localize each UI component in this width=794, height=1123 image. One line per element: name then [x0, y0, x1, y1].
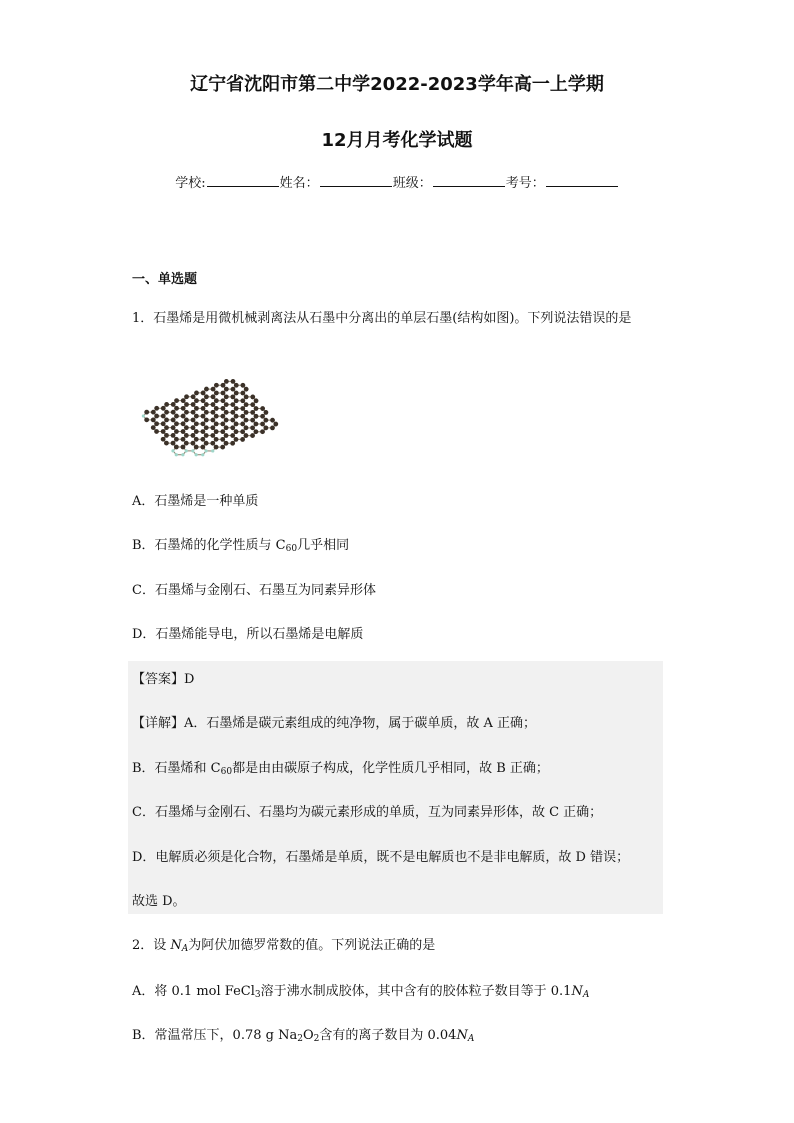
carbon-atom [240, 429, 245, 434]
carbon-atom [240, 406, 245, 411]
carbon-atom [201, 406, 206, 411]
carbon-atom [250, 395, 255, 400]
carbon-atom [154, 414, 159, 419]
carbon-atom [230, 410, 235, 415]
carbon-atom [191, 410, 196, 415]
carbon-atom [250, 433, 255, 438]
number-label: 考号： [505, 176, 545, 191]
carbon-atom [154, 406, 159, 411]
q2-option-b-text: B．常温常压下，0.78 g Na [132, 1028, 298, 1043]
carbon-atom [230, 402, 235, 407]
carbon-atom [184, 394, 189, 399]
q1-option-c: C．石墨烯与金刚石、石墨互为同素异形体 [132, 583, 376, 598]
carbon-atom [234, 437, 239, 442]
carbon-atom [220, 429, 225, 434]
section-title: 一、单选题 [132, 272, 198, 287]
carbon-atom [224, 425, 229, 430]
q1-detail-2-text-end: 都是由由碳原子构成，化学性质几乎相同，故 B 正确； [232, 761, 549, 776]
q2-option-a-var-sub: A [582, 990, 590, 1000]
carbon-atom [260, 406, 265, 411]
carbon-atom [273, 422, 278, 427]
carbon-atom [191, 394, 196, 399]
carbon-atom [211, 387, 216, 392]
q2-stem-text-end: 为阿伏加德罗常数的值。下列说法正确的是 [188, 938, 436, 953]
carbon-atom [161, 421, 166, 426]
carbon-atom [174, 421, 179, 426]
carbon-atom [184, 433, 189, 438]
carbon-atom [240, 422, 245, 427]
carbon-atom [154, 421, 159, 426]
carbon-atom [194, 398, 199, 403]
carbon-atom [184, 410, 189, 415]
carbon-atom [221, 391, 226, 396]
carbon-atom [194, 421, 199, 426]
hydrogen-atom [142, 414, 145, 417]
q1-option-b-text-end: 几乎相同 [297, 538, 350, 553]
q2-option-a [132, 980, 589, 1000]
carbon-atom [191, 441, 196, 446]
q1-detail-3: C．石墨烯与金刚石、石墨均为碳元素形成的单质，互为同素异形体，故 C 正确； [132, 805, 603, 820]
carbon-atom [201, 414, 206, 419]
carbon-atom [260, 414, 265, 419]
title-line-1: 辽宁省沈阳市第二中学2022-2023学年高一上学期 [190, 74, 604, 95]
carbon-atom [240, 414, 245, 419]
carbon-atom [164, 410, 169, 415]
hydrogen-atom [171, 449, 174, 452]
carbon-atom [201, 421, 206, 426]
carbon-atom [231, 394, 236, 399]
carbon-atom [230, 441, 235, 446]
carbon-atom [214, 391, 219, 396]
carbon-atom [244, 387, 249, 392]
carbon-atom [240, 437, 245, 442]
q1-option-b-subscript: 60 [285, 544, 298, 554]
carbon-atom [240, 398, 245, 403]
carbon-atom [204, 402, 209, 407]
carbon-atom [244, 425, 249, 430]
carbon-atom [214, 437, 219, 442]
carbon-atom [171, 441, 176, 446]
q2-option-b-var: N [456, 1028, 468, 1043]
carbon-atom [194, 391, 199, 396]
q1-detail-2-subscript: 60 [220, 767, 233, 777]
carbon-atom [224, 433, 229, 438]
class-label: 班级： [392, 176, 432, 191]
carbon-atom [204, 387, 209, 392]
carbon-atom [164, 433, 169, 438]
carbon-atom [211, 418, 216, 423]
carbon-atom [164, 418, 169, 423]
carbon-atom [171, 418, 176, 423]
carbon-atom [161, 406, 166, 411]
carbon-atom [254, 414, 259, 419]
carbon-atom [224, 418, 229, 423]
hydrogen-atom [175, 453, 178, 456]
hydrogen-atom [191, 449, 194, 452]
school-label: 学校: [175, 176, 206, 191]
carbon-atom [194, 414, 199, 419]
carbon-atom [220, 437, 225, 442]
carbon-atom [184, 402, 189, 407]
name-blank[interactable] [320, 173, 392, 187]
carbon-atom [171, 433, 176, 438]
carbon-atom [191, 433, 196, 438]
q1-option-d: D．石墨烯能导电，所以石墨烯是电解质 [132, 627, 364, 642]
carbon-atom [184, 425, 189, 430]
carbon-atom [181, 414, 186, 419]
carbon-atom [201, 398, 206, 403]
q1-detail-2-text: B．石墨烯和 C [132, 761, 221, 776]
carbon-atom [220, 422, 225, 427]
carbon-atom [181, 429, 186, 434]
school-blank[interactable] [207, 173, 279, 187]
carbon-atom [230, 418, 235, 423]
carbon-atom [181, 398, 186, 403]
q1-option-b [132, 534, 349, 554]
q2-option-b [132, 1024, 474, 1044]
class-blank[interactable] [433, 173, 505, 187]
carbon-atom [214, 406, 219, 411]
carbon-atom [234, 391, 239, 396]
carbon-atom [164, 402, 169, 407]
q1-detail-1: 【详解】A．石墨烯是碳元素组成的纯净物，属于碳单质，故 A 正确； [132, 716, 537, 731]
q2-option-a-var: N [571, 984, 583, 999]
carbon-atom [204, 410, 209, 415]
carbon-atom [174, 429, 179, 434]
carbon-atom [234, 406, 239, 411]
q2-option-b-subscript-2: 2 [313, 1034, 320, 1044]
carbon-atom [250, 410, 255, 415]
carbon-atom [184, 441, 189, 446]
carbon-atom [214, 429, 219, 434]
carbon-atom [211, 410, 216, 415]
q1-option-a: A．石墨烯是一种单质 [132, 494, 259, 509]
carbon-atom [231, 379, 236, 384]
carbon-atom [194, 429, 199, 434]
carbon-atom [263, 418, 268, 423]
carbon-atom [234, 383, 239, 388]
carbon-atom [234, 422, 239, 427]
q1-answer: 【答案】D [132, 672, 195, 687]
q2-option-b-subscript-1: 2 [297, 1034, 303, 1044]
q2-option-a-text: A．将 0.1 mol FeCl [132, 984, 255, 999]
q1-detail-5: 故选 D。 [132, 894, 186, 909]
carbon-atom [174, 406, 179, 411]
carbon-atom [224, 441, 229, 446]
q2-option-b-text-mid: 含有的离子数目为 0.04 [319, 1028, 457, 1043]
carbon-atom [194, 437, 199, 442]
carbon-atom [224, 379, 229, 384]
q2-option-b-var-sub: A [467, 1034, 475, 1044]
carbon-atom [174, 414, 179, 419]
carbon-atom [240, 383, 245, 388]
carbon-atom [204, 394, 209, 399]
carbon-atom [254, 398, 259, 403]
carbon-atom [204, 418, 209, 423]
carbon-atom [221, 398, 226, 403]
carbon-atom [234, 429, 239, 434]
name-label: 姓名： [279, 176, 319, 191]
carbon-atom [244, 402, 249, 407]
q1-option-b-text: B．石墨烯的化学性质与 C [132, 538, 286, 553]
carbon-atom [270, 425, 275, 430]
hydrogen-atom [211, 449, 214, 452]
carbon-atom [214, 445, 219, 450]
q2-option-b-text-o: O [302, 1028, 314, 1043]
carbon-atom [171, 425, 176, 430]
q2-option-a-subscript: 3 [254, 990, 261, 1000]
carbon-atom [191, 425, 196, 430]
carbon-atom [210, 441, 215, 446]
carbon-atom [184, 418, 189, 423]
carbon-atom [171, 410, 176, 415]
carbon-atom [253, 429, 258, 434]
student-info-row [0, 172, 794, 191]
carbon-atom [224, 387, 229, 392]
carbon-atom [161, 414, 166, 419]
carbon-atom [244, 410, 249, 415]
carbon-atom [263, 425, 268, 430]
q2-stem-var-sub: A [181, 944, 189, 954]
carbon-atom [270, 418, 275, 423]
carbon-atom [181, 437, 186, 442]
q1-stem: 1．石墨烯是用微机械剥离法从石墨中分离出的单层石墨(结构如图)。下列说法错误的是 [132, 311, 632, 326]
carbon-atom [164, 425, 169, 430]
carbon-atom [171, 402, 176, 407]
carbon-atom [181, 445, 186, 450]
carbon-atom [210, 433, 215, 438]
carbon-atom [214, 414, 219, 419]
hydrogen-atom [201, 453, 204, 456]
carbon-atom [194, 445, 199, 450]
carbon-atom [250, 418, 255, 423]
carbon-atom [244, 395, 249, 400]
carbon-atom [144, 410, 149, 415]
hydrogen-atom [195, 453, 198, 456]
carbon-atom [144, 417, 149, 422]
q2-stem [132, 934, 435, 954]
carbon-atom [220, 445, 225, 450]
answer-box [128, 661, 663, 914]
carbon-atom [151, 417, 156, 422]
carbon-atom [214, 383, 219, 388]
carbon-atom [161, 437, 166, 442]
carbon-atom [244, 433, 249, 438]
carbon-atom [191, 418, 196, 423]
carbon-atom [154, 429, 159, 434]
carbon-atom [201, 429, 206, 434]
q1-detail-4: D．电解质必须是化合物，石墨烯是单质，既不是电解质也不是非电解质，故 D 错误； [132, 850, 630, 865]
graphene-structure-figure [132, 346, 292, 461]
carbon-atom [164, 441, 169, 446]
carbon-atom [254, 422, 259, 427]
carbon-atom [221, 406, 226, 411]
hydrogen-atom [205, 449, 208, 452]
q2-stem-text: 2．设 [132, 938, 171, 953]
carbon-atom [250, 425, 255, 430]
carbon-atom [260, 422, 265, 427]
carbon-atom [244, 418, 249, 423]
carbon-atom [260, 429, 265, 434]
carbon-atom [224, 402, 229, 407]
carbon-atom [221, 383, 226, 388]
carbon-atom [230, 425, 235, 430]
carbon-atom [201, 391, 206, 396]
carbon-atom [224, 410, 229, 415]
carbon-atom [224, 394, 229, 399]
carbon-atom [240, 391, 245, 396]
carbon-atom [210, 425, 215, 430]
carbon-atom [230, 433, 235, 438]
carbon-atom [200, 437, 205, 442]
q2-option-a-text-mid: 溶于沸水制成胶体，其中含有的胶体粒子数目等于 0.1 [260, 984, 572, 999]
number-blank[interactable] [546, 173, 618, 187]
carbon-atom [211, 394, 216, 399]
carbon-atom [151, 410, 156, 415]
carbon-atom [191, 402, 196, 407]
carbon-atom [174, 398, 179, 403]
carbon-atom [234, 398, 239, 403]
carbon-atom [211, 402, 216, 407]
carbon-atom [181, 406, 186, 411]
title-line-2: 12月月考化学试题 [321, 130, 473, 151]
carbon-atom [204, 425, 209, 430]
q1-detail-2 [132, 757, 549, 777]
carbon-atom [264, 410, 269, 415]
q2-stem-var: N [170, 938, 182, 953]
carbon-atom [231, 387, 236, 392]
carbon-atom [181, 421, 186, 426]
carbon-atom [174, 445, 179, 450]
carbon-atom [174, 437, 179, 442]
carbon-atom [204, 433, 209, 438]
carbon-atom [234, 414, 239, 419]
carbon-atom [151, 425, 156, 430]
carbon-atom [200, 445, 205, 450]
carbon-atom [250, 402, 255, 407]
carbon-atom [214, 421, 219, 426]
hydrogen-atom [181, 453, 184, 456]
carbon-atom [161, 429, 166, 434]
carbon-atom [254, 406, 259, 411]
carbon-atom [194, 406, 199, 411]
carbon-atom [214, 398, 219, 403]
carbon-atom [220, 414, 225, 419]
carbon-atom [204, 441, 209, 446]
hydrogen-atom [185, 449, 188, 452]
